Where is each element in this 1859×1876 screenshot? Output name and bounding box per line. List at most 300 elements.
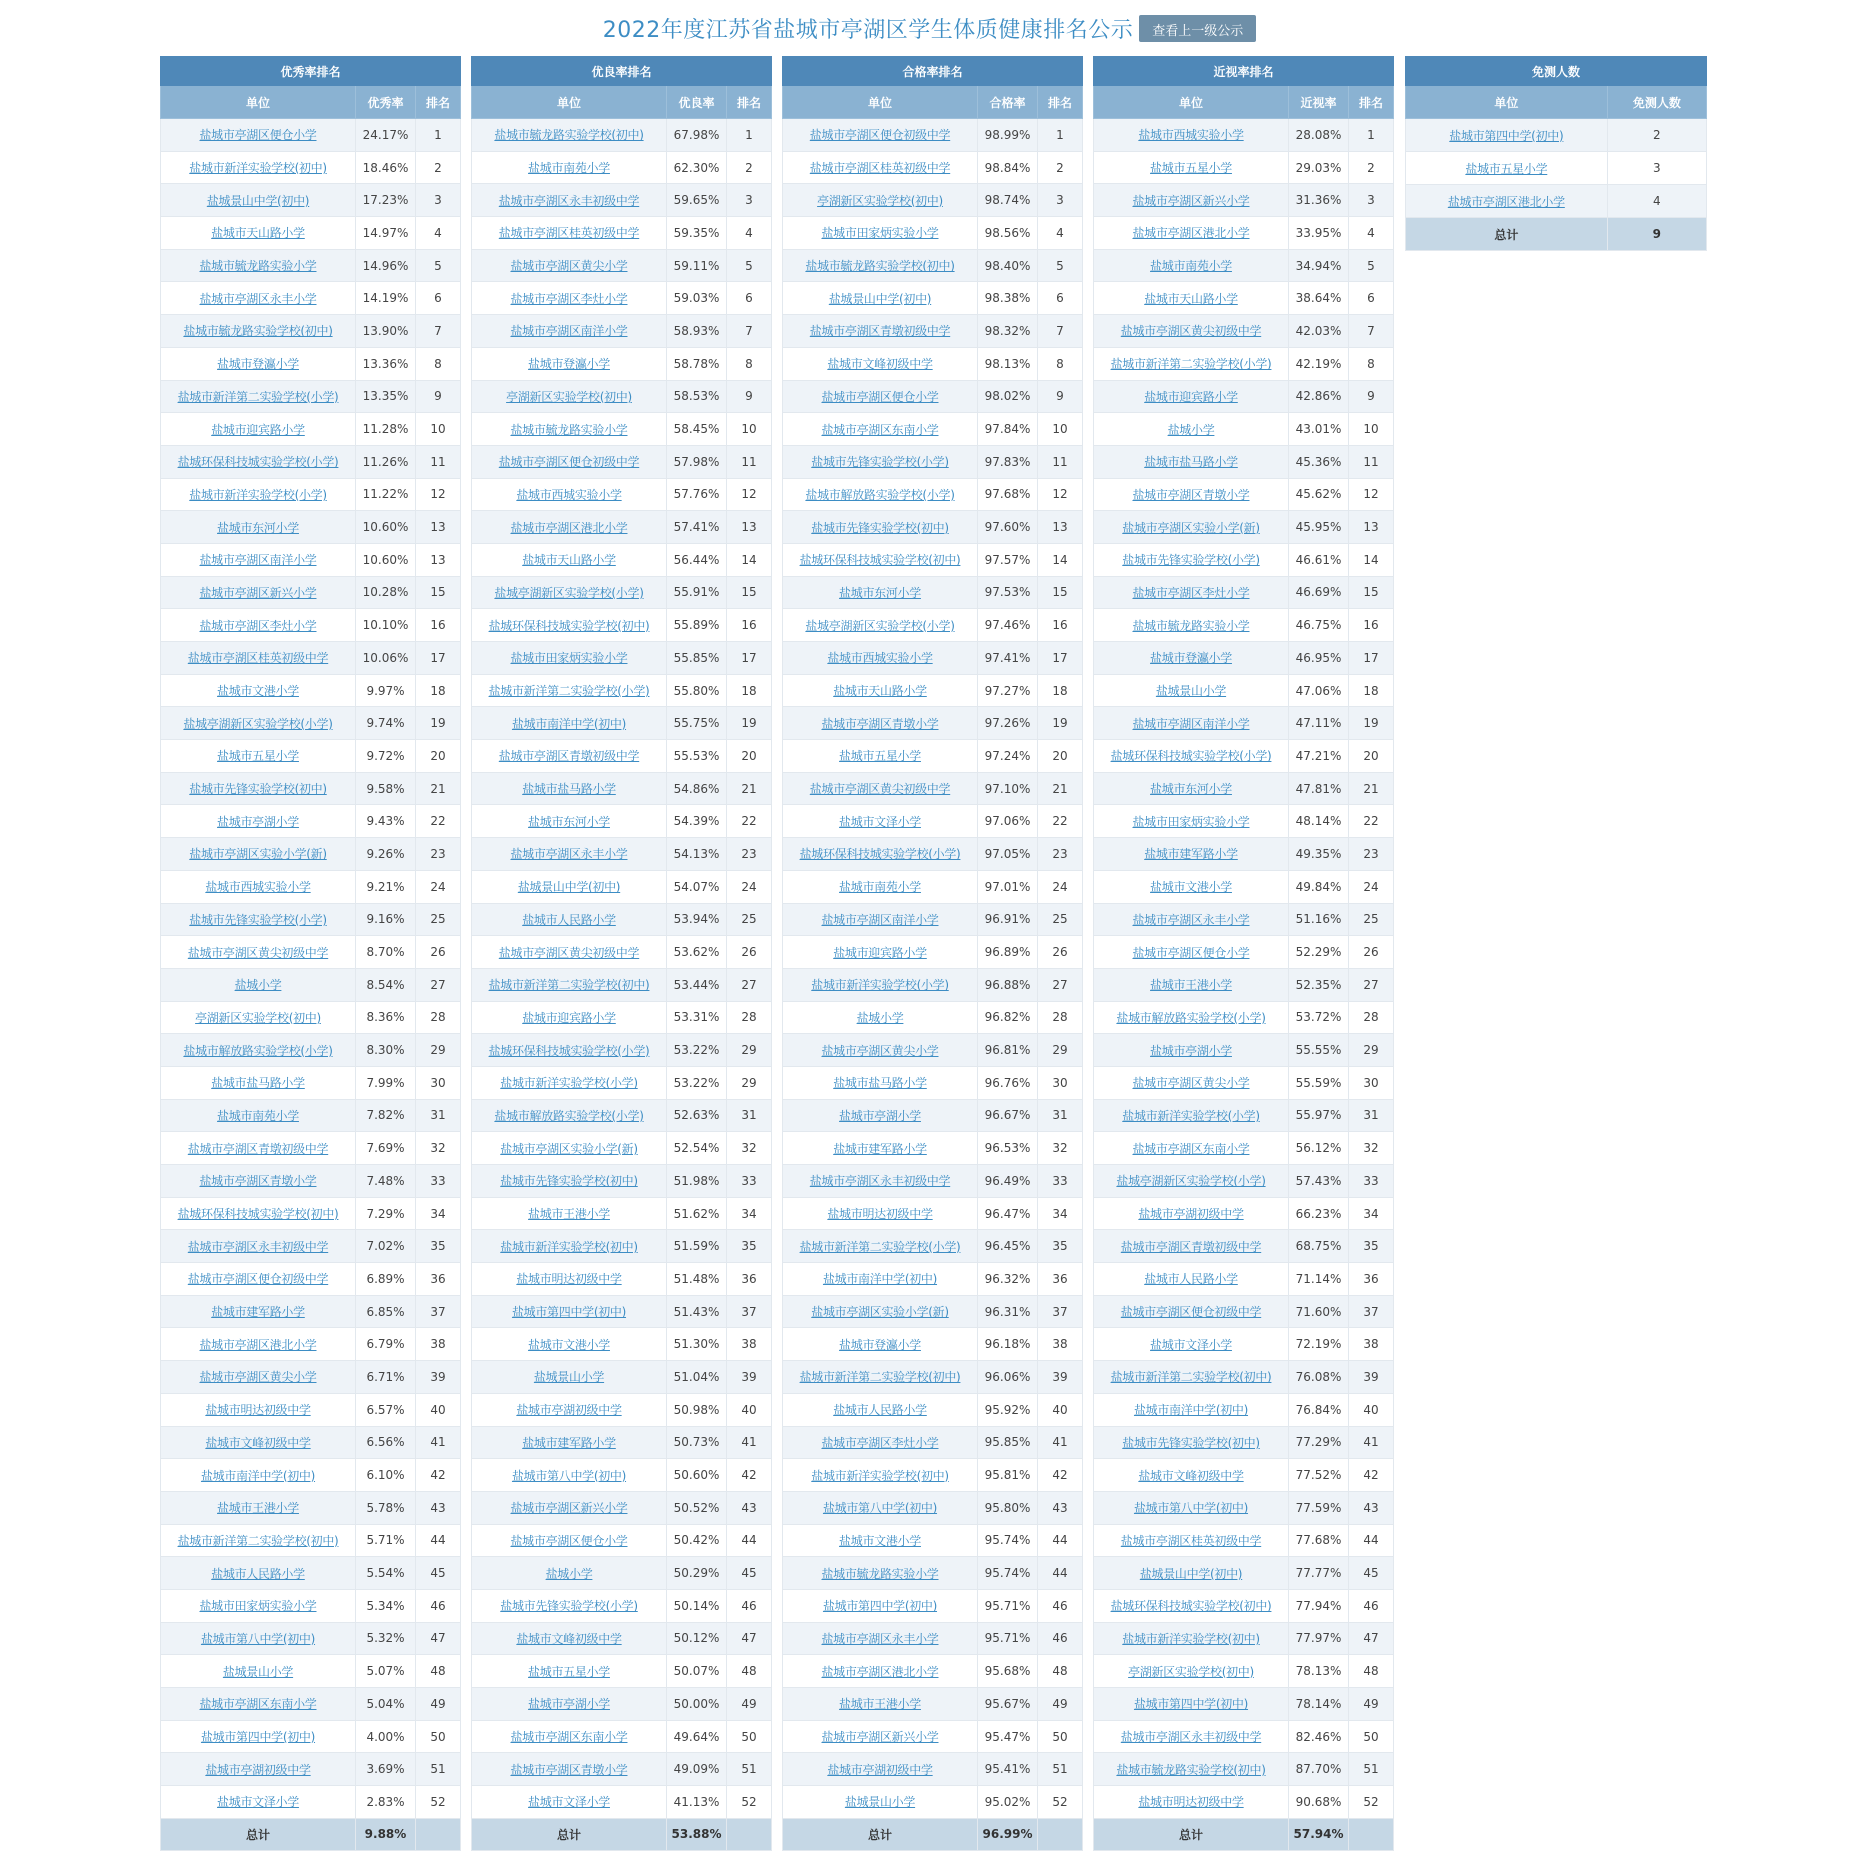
table-row <box>783 413 1083 446</box>
school-link[interactable]: 盐城市亭湖区桂英初级中学 <box>809 161 951 176</box>
table-row <box>1094 1165 1394 1198</box>
school-link[interactable]: 盐城市毓龙路实验小学 <box>1132 618 1250 633</box>
school-link[interactable]: 盐城市新洋第二实验学校(初中) <box>799 1370 961 1385</box>
school-link[interactable]: 盐城市亭湖区实验小学(新) <box>189 847 327 862</box>
school-link[interactable]: 盐城市田家炳实验小学 <box>199 1599 317 1614</box>
school-link[interactable]: 盐城市亭湖区李灶小学 <box>199 618 317 633</box>
rank-cell: 32 <box>416 1132 461 1165</box>
school-link[interactable]: 盐城市亭湖小学 <box>217 814 299 829</box>
table-row <box>161 413 461 446</box>
school-link[interactable]: 盐城市亭湖区港北小学 <box>199 1337 317 1352</box>
school-link[interactable]: 盐城市新洋实验学校(初中) <box>1122 1631 1260 1646</box>
school-link[interactable]: 盐城市王港小学 <box>839 1697 921 1712</box>
school-link[interactable]: 盐城市新洋实验学校(初中) <box>189 161 327 176</box>
school-link[interactable]: 盐城市亭湖区永丰初级中学 <box>187 1239 329 1254</box>
school-link[interactable]: 盐城市盐马路小学 <box>833 1076 927 1091</box>
school-link[interactable]: 盐城市亭湖区东南小学 <box>1132 1141 1250 1156</box>
rank-cell: 7 <box>1349 315 1394 348</box>
school-link[interactable]: 盐城市新洋第二实验学校(小学) <box>799 1239 961 1254</box>
rank-cell: 51 <box>416 1753 461 1786</box>
school-link[interactable]: 盐城市南洋中学(初中) <box>200 1468 316 1483</box>
value-cell: 98.02% <box>978 380 1038 413</box>
unit-cell <box>472 543 667 576</box>
school-link[interactable]: 盐城市先锋实验学校(初中) <box>500 1174 638 1189</box>
school-link[interactable]: 盐城市亭湖区港北小学 <box>1447 194 1565 209</box>
table-row <box>161 968 461 1001</box>
table-row <box>1094 282 1394 315</box>
rank-cell: 21 <box>1349 772 1394 805</box>
school-link[interactable]: 盐城市文峰初级中学 <box>1138 1468 1244 1483</box>
school-link[interactable]: 盐城市南洋中学(初中) <box>822 1272 938 1287</box>
school-link[interactable]: 盐城市亭湖区港北小学 <box>1132 226 1250 241</box>
value-cell: 71.14% <box>1289 1263 1349 1296</box>
school-link[interactable]: 盐城市明达初级中学 <box>205 1403 311 1418</box>
school-link[interactable]: 盐城环保科技城实验学校(小学) <box>1110 749 1272 764</box>
rank-cell: 19 <box>1349 707 1394 740</box>
school-link[interactable]: 盐城市先锋实验学校(初中) <box>811 520 949 535</box>
unit-cell <box>1094 511 1289 544</box>
table-row <box>161 1001 461 1034</box>
school-link[interactable]: 盐城市天山路小学 <box>1144 291 1238 306</box>
school-link[interactable]: 盐城市先锋实验学校(初中) <box>1122 1435 1260 1450</box>
school-link[interactable]: 盐城市先锋实验学校(小学) <box>189 912 327 927</box>
school-link[interactable]: 盐城市亭湖初级中学 <box>205 1762 311 1777</box>
value-cell: 31.36% <box>1289 184 1349 217</box>
school-link[interactable]: 亭湖新区实验学校(初中) <box>1128 1664 1254 1679</box>
school-link[interactable]: 盐城市建军路小学 <box>833 1141 927 1156</box>
school-link[interactable]: 盐城市文泽小学 <box>839 814 921 829</box>
school-link[interactable]: 盐城环保科技城实验学校(初中) <box>177 1207 339 1222</box>
school-link[interactable]: 盐城市亭湖区黄尖小学 <box>510 259 628 274</box>
value-cell: 54.07% <box>667 870 727 903</box>
school-link[interactable]: 盐城市亭湖区东南小学 <box>510 1730 628 1745</box>
school-link[interactable]: 盐城市解放路实验学校(小学) <box>805 487 955 502</box>
school-link[interactable]: 盐城市文泽小学 <box>528 1795 610 1810</box>
unit-cell <box>783 1263 978 1296</box>
school-link[interactable]: 盐城市亭湖区便仓小学 <box>199 128 317 143</box>
school-link[interactable]: 盐城市第四中学(初中) <box>511 1305 627 1320</box>
school-link[interactable]: 盐城亭湖新区实验学校(小学) <box>494 585 644 600</box>
school-link[interactable]: 盐城市迎宾路小学 <box>522 1010 616 1025</box>
table-row <box>783 119 1083 152</box>
unit-cell <box>472 1557 667 1590</box>
rank-cell: 47 <box>727 1622 772 1655</box>
school-link[interactable]: 盐城市亭湖区青墩小学 <box>199 1174 317 1189</box>
school-link[interactable]: 盐城市亭湖区青墩小学 <box>1132 487 1250 502</box>
school-link[interactable]: 盐城市盐马路小学 <box>1144 455 1238 470</box>
school-link[interactable]: 盐城市南苑小学 <box>217 1108 299 1123</box>
school-link[interactable]: 盐城市亭湖区港北小学 <box>510 520 628 535</box>
panel-exempt-count <box>1405 56 1707 251</box>
school-link[interactable]: 盐城市亭湖区新兴小学 <box>1132 193 1250 208</box>
school-link[interactable]: 盐城市亭湖区实验小学(新) <box>500 1141 638 1156</box>
school-link[interactable]: 盐城市亭湖区便仓初级中学 <box>809 128 951 143</box>
school-link[interactable]: 盐城市登瀛小学 <box>839 1337 921 1352</box>
school-link[interactable]: 亭湖新区实验学校(初中) <box>817 193 943 208</box>
school-link[interactable]: 盐城市亭湖区便仓初级中学 <box>1120 1305 1262 1320</box>
table-row <box>1094 445 1394 478</box>
school-link[interactable]: 盐城市五星小学 <box>528 1664 610 1679</box>
value-cell: 95.41% <box>978 1753 1038 1786</box>
school-link[interactable]: 盐城市第四中学(初中) <box>1449 128 1564 143</box>
school-link[interactable]: 盐城市亭湖区南洋小学 <box>510 324 628 339</box>
school-link[interactable]: 盐城市东河小学 <box>839 585 921 600</box>
school-link[interactable]: 盐城市东河小学 <box>217 520 299 535</box>
unit-cell <box>1094 1589 1289 1622</box>
unit-cell <box>161 1459 356 1492</box>
school-link[interactable]: 盐城市文峰初级中学 <box>205 1435 311 1450</box>
school-link[interactable]: 盐城市毓龙路实验学校(初中) <box>1116 1762 1266 1777</box>
rank-cell: 44 <box>1038 1557 1083 1590</box>
school-link[interactable]: 盐城市毓龙路实验小学 <box>199 259 317 274</box>
school-link[interactable]: 盐城市亭湖区实验小学(新) <box>811 1305 949 1320</box>
value-cell: 95.92% <box>978 1393 1038 1426</box>
school-link[interactable]: 盐城市毓龙路实验小学 <box>510 422 628 437</box>
school-link[interactable]: 盐城市新洋实验学校(小学) <box>189 487 327 502</box>
school-link[interactable]: 盐城景山小学 <box>1155 684 1227 699</box>
school-link[interactable]: 盐城市亭湖小学 <box>839 1108 921 1123</box>
school-link[interactable]: 盐城市人民路小学 <box>1144 1272 1238 1287</box>
school-link[interactable]: 盐城市先锋实验学校(小学) <box>500 1599 638 1614</box>
school-link[interactable]: 盐城市文峰初级中学 <box>516 1631 622 1646</box>
school-link[interactable]: 盐城环保科技城实验学校(小学) <box>799 847 961 862</box>
school-link[interactable]: 盐城市田家炳实验小学 <box>821 226 939 241</box>
school-link[interactable]: 盐城市解放路实验学校(小学) <box>183 1043 333 1058</box>
rank-cell: 15 <box>1349 576 1394 609</box>
school-link[interactable]: 盐城市五星小学 <box>217 749 299 764</box>
school-link[interactable]: 盐城市亭湖区永丰初级中学 <box>498 193 640 208</box>
school-link[interactable]: 盐城景山小学 <box>844 1795 916 1810</box>
table-row <box>472 1001 772 1034</box>
school-link[interactable]: 盐城市新洋第二实验学校(小学) <box>1110 357 1272 372</box>
school-link[interactable]: 盐城市亭湖区桂英初级中学 <box>498 226 640 241</box>
school-link[interactable]: 盐城市第四中学(初中) <box>1133 1697 1249 1712</box>
school-link[interactable]: 盐城市第四中学(初中) <box>200 1730 316 1745</box>
view-parent-button[interactable]: 查看上一级公示 <box>1139 15 1256 42</box>
school-link[interactable]: 亭湖新区实验学校(初中) <box>506 389 632 404</box>
table-row <box>1094 478 1394 511</box>
unit-cell <box>783 740 978 773</box>
school-link[interactable]: 盐城市新洋实验学校(初中) <box>811 1468 949 1483</box>
school-link[interactable]: 盐城市新洋实验学校(小学) <box>1122 1108 1260 1123</box>
school-link[interactable]: 盐城市亭湖小学 <box>1150 1043 1232 1058</box>
school-link[interactable]: 盐城市亭湖区李灶小学 <box>821 1435 939 1450</box>
school-link[interactable]: 盐城市盐马路小学 <box>522 782 616 797</box>
school-link[interactable]: 盐城景山小学 <box>533 1370 605 1385</box>
school-link[interactable]: 盐城市亭湖区桂英初级中学 <box>187 651 329 666</box>
school-link[interactable]: 盐城市解放路实验学校(小学) <box>1116 1010 1266 1025</box>
school-link[interactable]: 盐城市亭湖区南洋小学 <box>1132 716 1250 731</box>
unit-cell <box>161 936 356 969</box>
school-link[interactable]: 盐城市建军路小学 <box>1144 847 1238 862</box>
unit-cell <box>783 1786 978 1819</box>
unit-cell <box>783 1393 978 1426</box>
school-link[interactable]: 亭湖新区实验学校(初中) <box>195 1010 321 1025</box>
value-cell: 97.57% <box>978 543 1038 576</box>
school-link[interactable]: 盐城市亭湖区桂英初级中学 <box>1120 1533 1262 1548</box>
school-link[interactable]: 盐城环保科技城实验学校(初中) <box>488 618 650 633</box>
school-link[interactable]: 盐城环保科技城实验学校(初中) <box>1110 1599 1272 1614</box>
school-link[interactable]: 盐城市先锋实验学校(小学) <box>1122 553 1260 568</box>
school-link[interactable]: 盐城市明达初级中学 <box>1138 1795 1244 1810</box>
school-link[interactable]: 盐城市天山路小学 <box>833 684 927 699</box>
value-cell: 77.68% <box>1289 1524 1349 1557</box>
school-link[interactable]: 盐城市先锋实验学校(小学) <box>811 455 949 470</box>
school-link[interactable]: 盐城市新洋第二实验学校(小学) <box>177 389 339 404</box>
school-link[interactable]: 盐城市亭湖小学 <box>528 1697 610 1712</box>
school-link[interactable]: 盐城景山中学(初中) <box>517 880 621 895</box>
school-link[interactable]: 盐城亭湖新区实验学校(小学) <box>183 716 333 731</box>
school-link[interactable]: 盐城市登瀛小学 <box>1150 651 1232 666</box>
school-link[interactable]: 盐城市解放路实验学校(小学) <box>494 1108 644 1123</box>
school-link[interactable]: 盐城市亭湖区永丰小学 <box>199 291 317 306</box>
school-link[interactable]: 盐城市文港小学 <box>839 1533 921 1548</box>
unit-cell <box>472 249 667 282</box>
school-link[interactable]: 盐城市先锋实验学校(初中) <box>189 782 327 797</box>
rank-cell: 27 <box>416 968 461 1001</box>
school-link[interactable]: 盐城市亭湖初级中学 <box>1138 1207 1244 1222</box>
school-link[interactable]: 盐城市第八中学(初中) <box>1133 1501 1249 1516</box>
value-cell: 98.74% <box>978 184 1038 217</box>
school-link[interactable]: 盐城市人民路小学 <box>833 1403 927 1418</box>
school-link[interactable]: 盐城市迎宾路小学 <box>833 945 927 960</box>
school-link[interactable]: 盐城市建军路小学 <box>211 1305 305 1320</box>
table-row <box>783 936 1083 969</box>
unit-cell <box>472 576 667 609</box>
rank-cell: 44 <box>1349 1524 1394 1557</box>
school-link[interactable]: 盐城市第八中学(初中) <box>822 1501 938 1516</box>
unit-cell <box>161 1230 356 1263</box>
table-row <box>1094 1622 1394 1655</box>
school-link[interactable]: 盐城市新洋第二实验学校(初中) <box>1110 1370 1272 1385</box>
school-link[interactable]: 盐城市亭湖区青墩初级中学 <box>1120 1239 1262 1254</box>
school-link[interactable]: 盐城市亭湖区黄尖小学 <box>821 1043 939 1058</box>
school-link[interactable]: 盐城市亭湖区黄尖初级中学 <box>187 945 329 960</box>
unit-cell <box>472 642 667 675</box>
school-link[interactable]: 盐城小学 <box>1167 422 1215 437</box>
school-link[interactable]: 盐城市亭湖区黄尖初级中学 <box>809 782 951 797</box>
school-link[interactable]: 盐城市亭湖区永丰小学 <box>1132 912 1250 927</box>
school-link[interactable]: 盐城市南苑小学 <box>528 161 610 176</box>
table-row <box>161 772 461 805</box>
value-cell: 50.73% <box>667 1426 727 1459</box>
school-link[interactable]: 盐城市人民路小学 <box>211 1566 305 1581</box>
school-link[interactable]: 盐城市新洋实验学校(小学) <box>500 1076 638 1091</box>
school-link[interactable]: 盐城市毓龙路实验学校(初中) <box>183 324 333 339</box>
school-link[interactable]: 盐城市亭湖区南洋小学 <box>821 912 939 927</box>
rank-cell: 20 <box>1349 740 1394 773</box>
unit-cell <box>783 903 978 936</box>
school-link[interactable]: 盐城市亭湖区东南小学 <box>821 422 939 437</box>
school-link[interactable]: 盐城市毓龙路实验学校(初中) <box>494 128 644 143</box>
school-link[interactable]: 盐城市盐马路小学 <box>211 1076 305 1091</box>
school-link[interactable]: 盐城市亭湖区李灶小学 <box>1132 585 1250 600</box>
school-link[interactable]: 盐城小学 <box>545 1566 593 1581</box>
unit-cell <box>1094 1524 1289 1557</box>
value-cell: 77.29% <box>1289 1426 1349 1459</box>
rank-cell: 29 <box>1038 1034 1083 1067</box>
school-link[interactable]: 盐城市新洋实验学校(小学) <box>811 978 949 993</box>
school-link[interactable]: 盐城市新洋第二实验学校(初中) <box>488 978 650 993</box>
rank-cell: 18 <box>416 674 461 707</box>
school-link[interactable]: 盐城市西城实验小学 <box>1138 128 1244 143</box>
school-link[interactable]: 盐城市田家炳实验小学 <box>1132 814 1250 829</box>
rank-cell: 5 <box>1349 249 1394 282</box>
rank-cell: 46 <box>1038 1622 1083 1655</box>
rank-cell: 7 <box>416 315 461 348</box>
school-link[interactable]: 盐城市西城实验小学 <box>205 880 311 895</box>
table-row <box>472 151 772 184</box>
table-row <box>161 1099 461 1132</box>
school-link[interactable]: 盐城市迎宾路小学 <box>1144 389 1238 404</box>
school-link[interactable]: 盐城小学 <box>234 978 282 993</box>
school-link[interactable]: 盐城市亭湖区便仓小学 <box>1132 945 1250 960</box>
table-row <box>472 1066 772 1099</box>
school-link[interactable]: 盐城市王港小学 <box>217 1501 299 1516</box>
school-link[interactable]: 盐城市亭湖区便仓初级中学 <box>498 455 640 470</box>
table-row <box>1094 838 1394 871</box>
school-link[interactable]: 盐城市第八中学(初中) <box>200 1631 316 1646</box>
school-link[interactable]: 盐城市亭湖区黄尖小学 <box>1132 1076 1250 1091</box>
school-link[interactable]: 盐城市亭湖区新兴小学 <box>821 1730 939 1745</box>
school-link[interactable]: 盐城市亭湖区黄尖初级中学 <box>498 945 640 960</box>
school-link[interactable]: 盐城市五星小学 <box>1150 161 1232 176</box>
school-link[interactable]: 盐城环保科技城实验学校(初中) <box>799 553 961 568</box>
school-link[interactable]: 盐城市五星小学 <box>839 749 921 764</box>
rank-cell: 40 <box>727 1393 772 1426</box>
school-link[interactable]: 盐城景山中学(初中) <box>1139 1566 1243 1581</box>
table-row <box>472 1524 772 1557</box>
school-link[interactable]: 盐城市亭湖区港北小学 <box>821 1664 939 1679</box>
school-link[interactable]: 盐城市亭湖区新兴小学 <box>199 585 317 600</box>
school-link[interactable]: 盐城市亭湖区黄尖初级中学 <box>1120 324 1262 339</box>
school-link[interactable]: 盐城市明达初级中学 <box>827 1207 933 1222</box>
value-cell: 10.06% <box>356 642 416 675</box>
table-row <box>1094 1786 1394 1819</box>
school-link[interactable]: 盐城市登瀛小学 <box>528 357 610 372</box>
school-link[interactable]: 盐城市亭湖区永丰小学 <box>821 1631 939 1646</box>
school-link[interactable]: 盐城市人民路小学 <box>522 912 616 927</box>
school-link[interactable]: 盐城市文泽小学 <box>1150 1337 1232 1352</box>
school-link[interactable]: 盐城市文港小学 <box>1150 880 1232 895</box>
school-link[interactable]: 盐城市亭湖区便仓小学 <box>510 1533 628 1548</box>
school-link[interactable]: 盐城市明达初级中学 <box>516 1272 622 1287</box>
school-link[interactable]: 盐城市亭湖区永丰小学 <box>510 847 628 862</box>
school-link[interactable]: 盐城市毓龙路实验小学 <box>821 1566 939 1581</box>
school-link[interactable]: 盐城市亭湖区青墩小学 <box>821 716 939 731</box>
table-row <box>783 1655 1083 1688</box>
school-link[interactable]: 盐城市文港小学 <box>217 684 299 699</box>
school-link[interactable]: 盐城市五星小学 <box>1465 161 1548 176</box>
school-link[interactable]: 盐城市新洋第二实验学校(小学) <box>488 684 650 699</box>
school-link[interactable]: 盐城小学 <box>856 1010 904 1025</box>
school-link[interactable]: 盐城市登瀛小学 <box>217 357 299 372</box>
school-link[interactable]: 盐城市第四中学(初中) <box>822 1599 938 1614</box>
school-link[interactable]: 盐城市亭湖初级中学 <box>827 1762 933 1777</box>
school-link[interactable]: 盐城市新洋实验学校(初中) <box>500 1239 638 1254</box>
school-link[interactable]: 盐城市亭湖区南洋小学 <box>199 553 317 568</box>
school-link[interactable]: 盐城市亭湖区便仓初级中学 <box>187 1272 329 1287</box>
school-link[interactable]: 盐城市亭湖区青墩小学 <box>510 1762 628 1777</box>
value-cell: 9.74% <box>356 707 416 740</box>
value-cell: 77.77% <box>1289 1557 1349 1590</box>
table-row <box>472 249 772 282</box>
value-cell: 52.54% <box>667 1132 727 1165</box>
school-link[interactable]: 盐城市建军路小学 <box>522 1435 616 1450</box>
unit-cell <box>1094 1491 1289 1524</box>
school-link[interactable]: 盐城市东河小学 <box>1150 782 1232 797</box>
table-row <box>161 870 461 903</box>
value-cell: 55.97% <box>1289 1099 1349 1132</box>
column-header: 近视率 <box>1289 86 1349 119</box>
school-link[interactable]: 盐城市文港小学 <box>528 1337 610 1352</box>
school-link[interactable]: 盐城市文峰初级中学 <box>827 357 933 372</box>
school-link[interactable]: 盐城市亭湖区李灶小学 <box>510 291 628 306</box>
school-link[interactable]: 盐城市亭湖区青墩初级中学 <box>498 749 640 764</box>
rank-cell: 27 <box>1038 968 1083 1001</box>
school-link[interactable]: 盐城亭湖新区实验学校(小学) <box>805 618 955 633</box>
column-header: 单位 <box>161 86 356 119</box>
school-link[interactable]: 盐城市南苑小学 <box>839 880 921 895</box>
table-row <box>472 1132 772 1165</box>
school-link[interactable]: 盐城景山中学(初中) <box>206 193 310 208</box>
school-link[interactable]: 盐城市田家炳实验小学 <box>510 651 628 666</box>
school-link[interactable]: 盐城市亭湖区实验小学(新) <box>1122 520 1260 535</box>
school-link[interactable]: 盐城市亭湖区东南小学 <box>199 1697 317 1712</box>
school-link[interactable]: 盐城市亭湖区青墩初级中学 <box>809 324 951 339</box>
unit-cell <box>161 1361 356 1394</box>
school-link[interactable]: 盐城环保科技城实验学校(小学) <box>488 1043 650 1058</box>
rank-cell: 34 <box>416 1197 461 1230</box>
school-link[interactable]: 盐城环保科技城实验学校(小学) <box>177 455 339 470</box>
school-link[interactable]: 盐城市第八中学(初中) <box>511 1468 627 1483</box>
value-cell: 5.34% <box>356 1589 416 1622</box>
unit-cell <box>472 1589 667 1622</box>
school-link[interactable]: 盐城市王港小学 <box>1150 978 1232 993</box>
school-link[interactable]: 盐城市亭湖区新兴小学 <box>510 1501 628 1516</box>
value-cell: 95.81% <box>978 1459 1038 1492</box>
school-link[interactable]: 盐城市迎宾路小学 <box>211 422 305 437</box>
school-link[interactable]: 盐城市东河小学 <box>528 814 610 829</box>
school-link[interactable]: 盐城市天山路小学 <box>522 553 616 568</box>
school-link[interactable]: 盐城市亭湖区黄尖小学 <box>199 1370 317 1385</box>
school-link[interactable]: 盐城市南苑小学 <box>1150 259 1232 274</box>
unit-cell <box>161 445 356 478</box>
table-row <box>1094 1295 1394 1328</box>
school-link[interactable]: 盐城景山小学 <box>222 1664 294 1679</box>
rank-cell: 10 <box>727 413 772 446</box>
school-link[interactable]: 盐城市王港小学 <box>528 1207 610 1222</box>
school-link[interactable]: 盐城市西城实验小学 <box>827 651 933 666</box>
school-link[interactable]: 盐城市亭湖区青墩初级中学 <box>187 1141 329 1156</box>
school-link[interactable]: 盐城市文泽小学 <box>217 1795 299 1810</box>
table-row <box>783 1263 1083 1296</box>
school-link[interactable]: 盐城市南洋中学(初中) <box>511 716 627 731</box>
school-link[interactable]: 盐城市西城实验小学 <box>516 487 622 502</box>
school-link[interactable]: 盐城市亭湖区便仓小学 <box>821 389 939 404</box>
rank-cell: 42 <box>1349 1459 1394 1492</box>
school-link[interactable]: 盐城市南洋中学(初中) <box>1133 1403 1249 1418</box>
school-link[interactable]: 盐城市亭湖初级中学 <box>516 1403 622 1418</box>
school-link[interactable]: 盐城景山中学(初中) <box>828 291 932 306</box>
school-link[interactable]: 盐城市天山路小学 <box>211 226 305 241</box>
school-link[interactable]: 盐城市亭湖区永丰初级中学 <box>1120 1730 1262 1745</box>
school-link[interactable]: 盐城市新洋第二实验学校(初中) <box>177 1533 339 1548</box>
school-link[interactable]: 盐城亭湖新区实验学校(小学) <box>1116 1174 1266 1189</box>
school-link[interactable]: 盐城市毓龙路实验学校(初中) <box>805 259 955 274</box>
school-link[interactable]: 盐城市亭湖区永丰初级中学 <box>809 1174 951 1189</box>
value-cell: 42.86% <box>1289 380 1349 413</box>
